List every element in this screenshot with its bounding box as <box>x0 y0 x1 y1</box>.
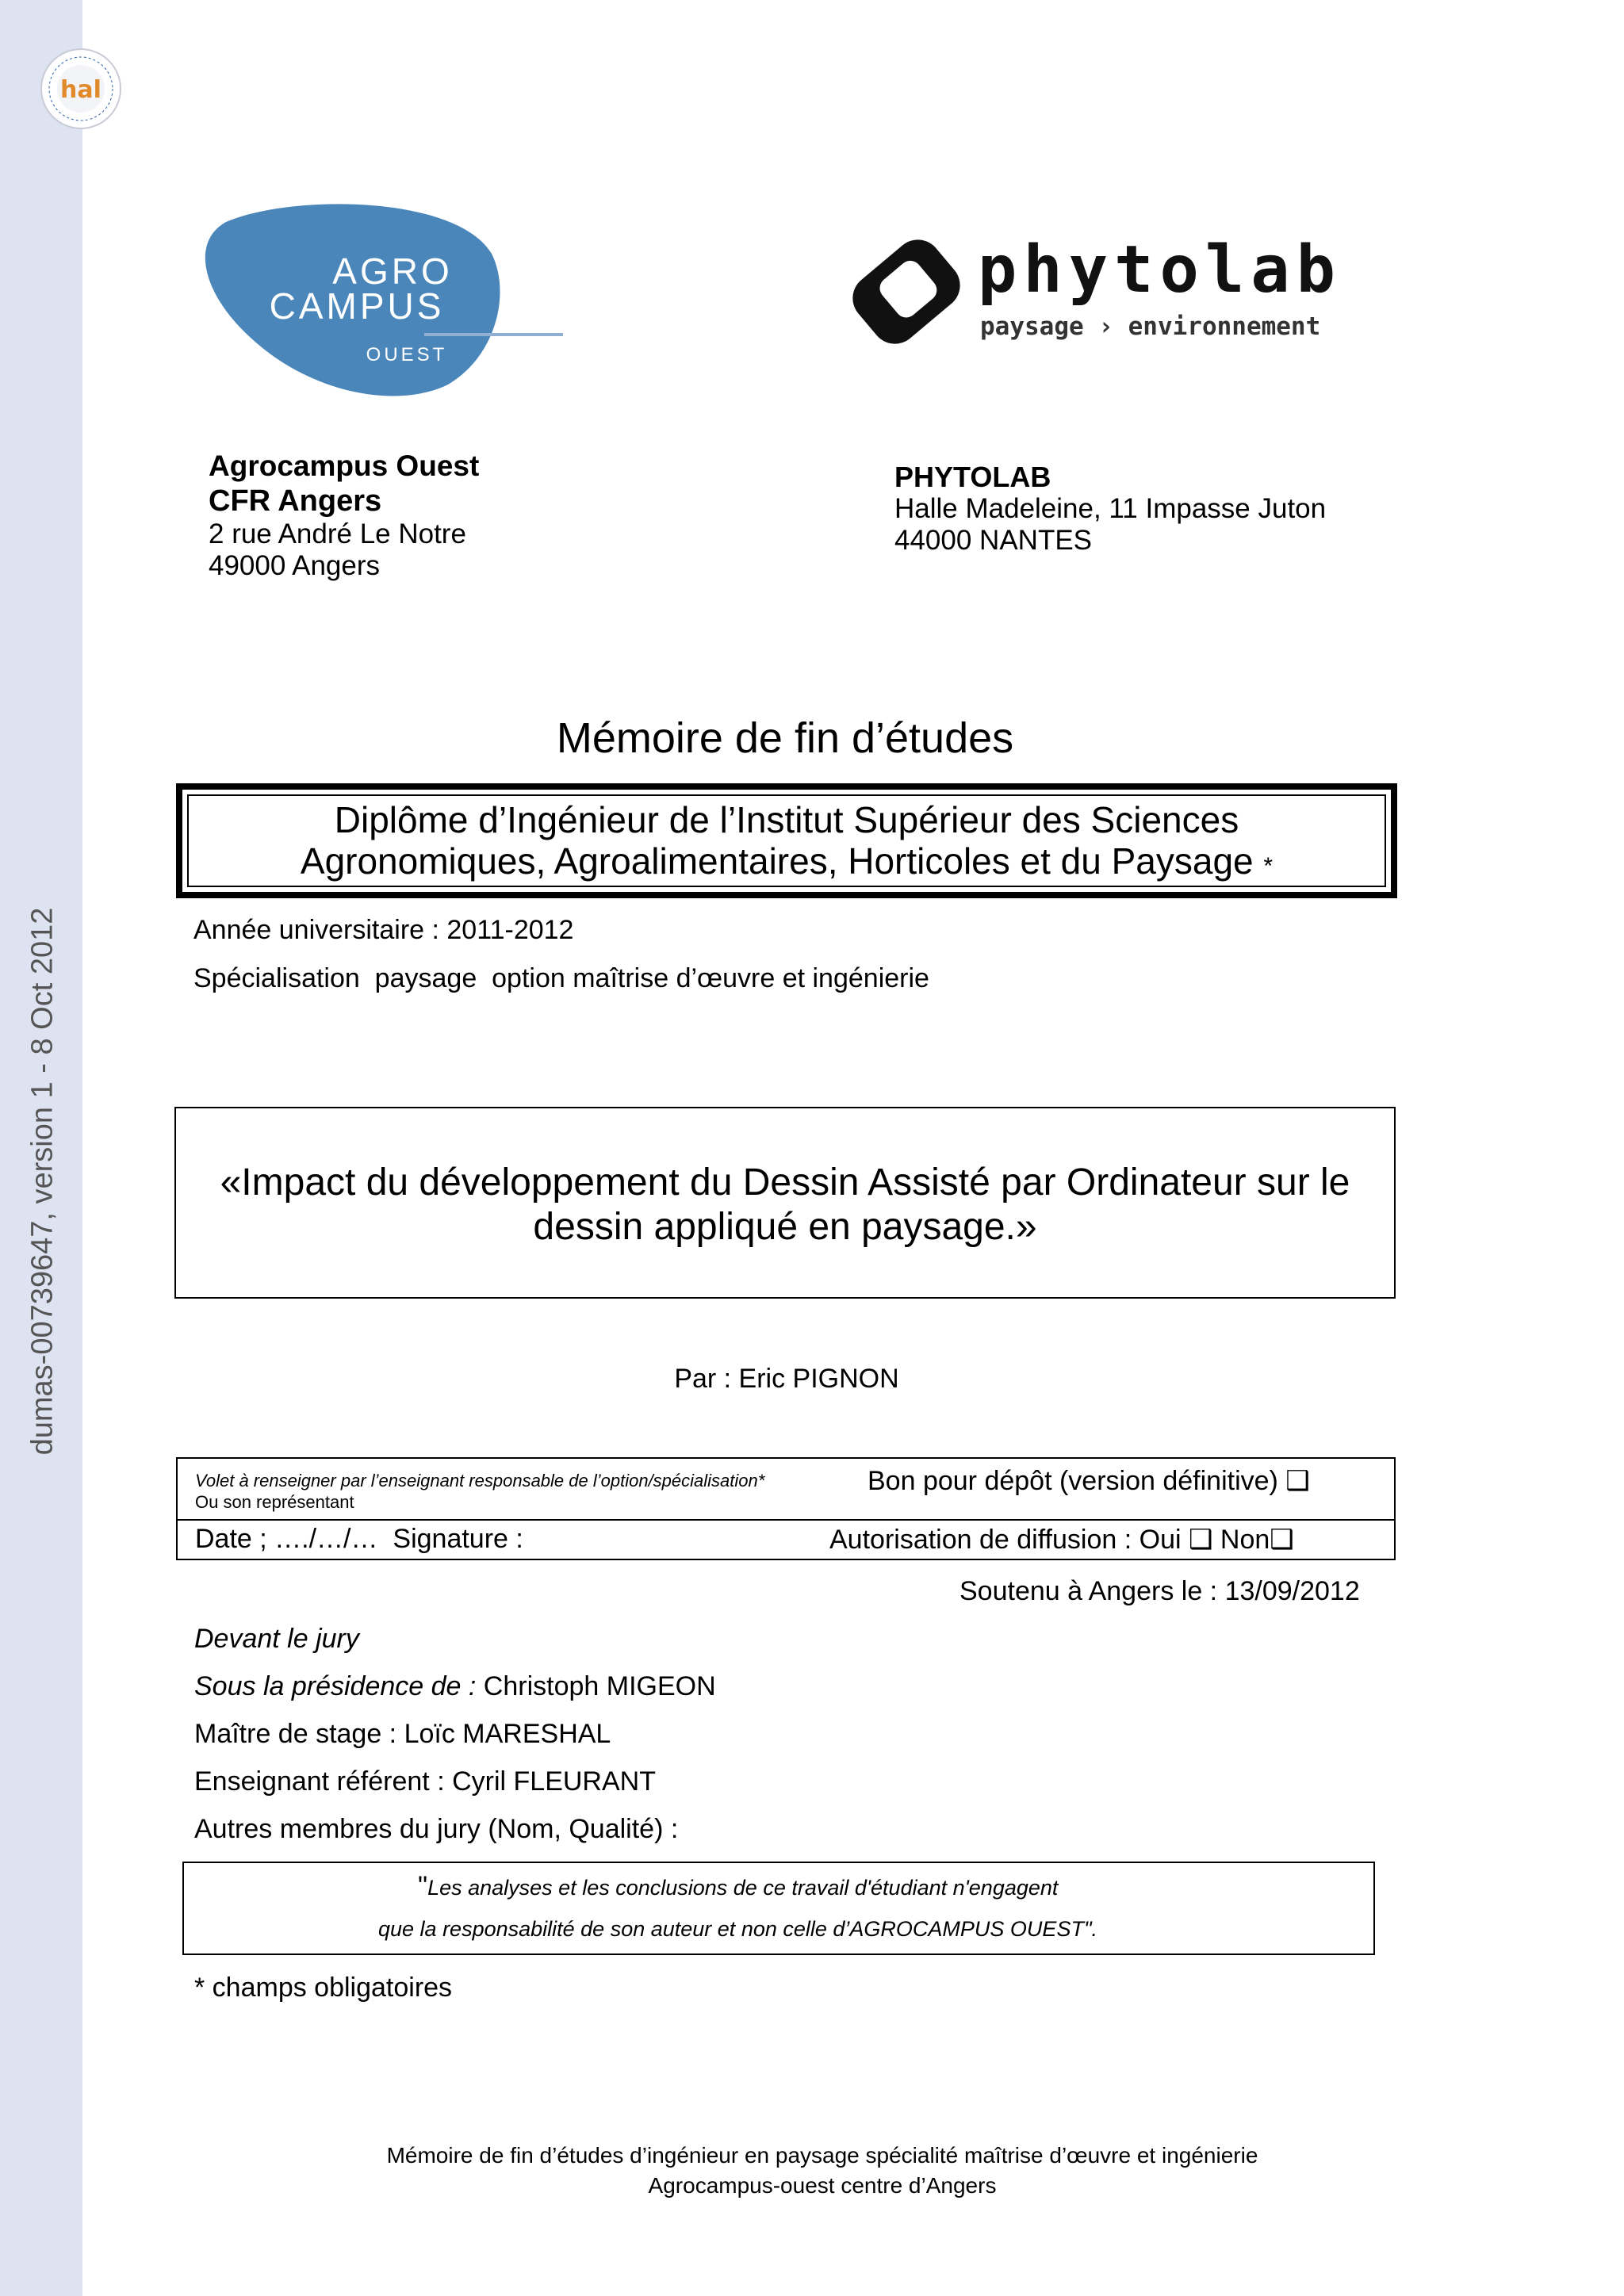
school-city: 49000 Angers <box>209 550 381 581</box>
company-city: 44000 NANTES <box>894 525 1093 556</box>
volet-divider <box>178 1519 1394 1521</box>
school-address <box>209 449 479 582</box>
hal-badge-logo <box>40 48 122 130</box>
diploma-line-2 <box>189 840 1385 887</box>
archive-identifier: dumas-00739647, version 1 - 8 Oct 2012 <box>25 907 59 1456</box>
school-name: Agrocampus Ouest <box>209 450 480 482</box>
archive-sidebar <box>0 0 82 2296</box>
diploma-line-1: Diplôme d’Ingénieur de l’Institut Supérieur des Sciences <box>334 799 1239 840</box>
school-street: 2 rue André Le Notre <box>209 519 466 549</box>
presidence-label: Sous la présidence de : <box>194 1671 477 1701</box>
company-street: Halle Madeleine, 11 Impasse Juton <box>894 493 1327 524</box>
jury-autres-membres: Autres membres du jury (Nom, Qualité) : <box>194 1814 679 1844</box>
specialisation: Spécialisation paysage option maîtrise d’œuvre et ingénierie <box>193 963 929 993</box>
date-signature: Date ; …./…/… Signature : <box>195 1524 523 1554</box>
memoire-title: Mémoire de fin d’études <box>556 714 1014 762</box>
disclaimer-line-1 <box>418 1871 1058 1902</box>
jury-presidence <box>194 1671 716 1702</box>
svg-text:phytolab: phytolab <box>978 232 1342 308</box>
author: Par : Eric PIGNON <box>674 1364 899 1394</box>
bon-pour-depot: Bon pour dépôt (version définitive) ❑ <box>868 1466 1310 1496</box>
volet-instruction <box>195 1470 764 1513</box>
svg-text:hal: hal <box>60 76 102 104</box>
diploma-line-2-text: Agronomiques, Agroalimentaires, Horticoles et du Paysage <box>300 840 1254 882</box>
school-unit: CFR Angers <box>209 484 382 518</box>
volet-instruction-line-2: Ou son représentant <box>195 1492 354 1512</box>
autorisation-diffusion: Autorisation de diffusion : Oui ❑ Non❑ <box>829 1525 1294 1555</box>
volet-table <box>176 1457 1396 1560</box>
footer-line-2: Agrocampus-ouest centre d’Angers <box>648 2173 997 2198</box>
thesis-title-line-2: dessin appliqué en paysage.» <box>533 1206 1037 1248</box>
agrocampus-logo <box>194 198 567 404</box>
svg-text:paysage › environnement: paysage › environnement <box>980 312 1321 341</box>
jury-heading: Devant le jury <box>194 1624 359 1654</box>
footer-line-1: Mémoire de fin d’études d’ingénieur en paysage spécialité maîtrise d’œuvre et ingénierie <box>386 2143 1258 2168</box>
required-asterisk: * <box>1263 853 1274 879</box>
disclaimer-quote: " <box>418 1871 428 1901</box>
svg-text:AGRO: AGRO <box>332 251 453 292</box>
disclaimer-box <box>182 1862 1375 1955</box>
phytolab-logo <box>847 230 1370 357</box>
svg-text:OUEST: OUEST <box>366 344 448 365</box>
disclaimer-line-2: que la responsabilité de son auteur et non celle d’AGROCAMPUS OUEST". <box>378 1917 1098 1941</box>
jury-enseignant-referent: Enseignant référent : Cyril FLEURANT <box>194 1766 656 1797</box>
company-name: PHYTOLAB <box>894 461 1051 493</box>
svg-text:CAMPUS: CAMPUS <box>269 285 445 327</box>
page-footer <box>176 2141 1469 2201</box>
presidence-name: Christoph MIGEON <box>476 1671 716 1701</box>
jury-maitre-de-stage: Maître de stage : Loïc MARESHAL <box>194 1719 611 1749</box>
disclaimer-line-1-text: Les analyses et les conclusions de ce travail d'étudiant n'engagent <box>427 1876 1059 1900</box>
diploma-box <box>176 783 1397 898</box>
defense-date: Soutenu à Angers le : 13/09/2012 <box>959 1576 1360 1606</box>
volet-instruction-line-1: Volet à renseigner par l’enseignant responsable de l’option/spécialisation* <box>195 1471 765 1490</box>
company-address <box>894 461 1326 557</box>
thesis-title-box <box>174 1107 1396 1299</box>
thesis-title-line-1: «Impact du développement du Dessin Assisté par Ordinateur sur le <box>220 1161 1350 1203</box>
academic-year: Année universitaire : 2011-2012 <box>193 915 574 945</box>
mandatory-note: * champs obligatoires <box>194 1973 453 2003</box>
